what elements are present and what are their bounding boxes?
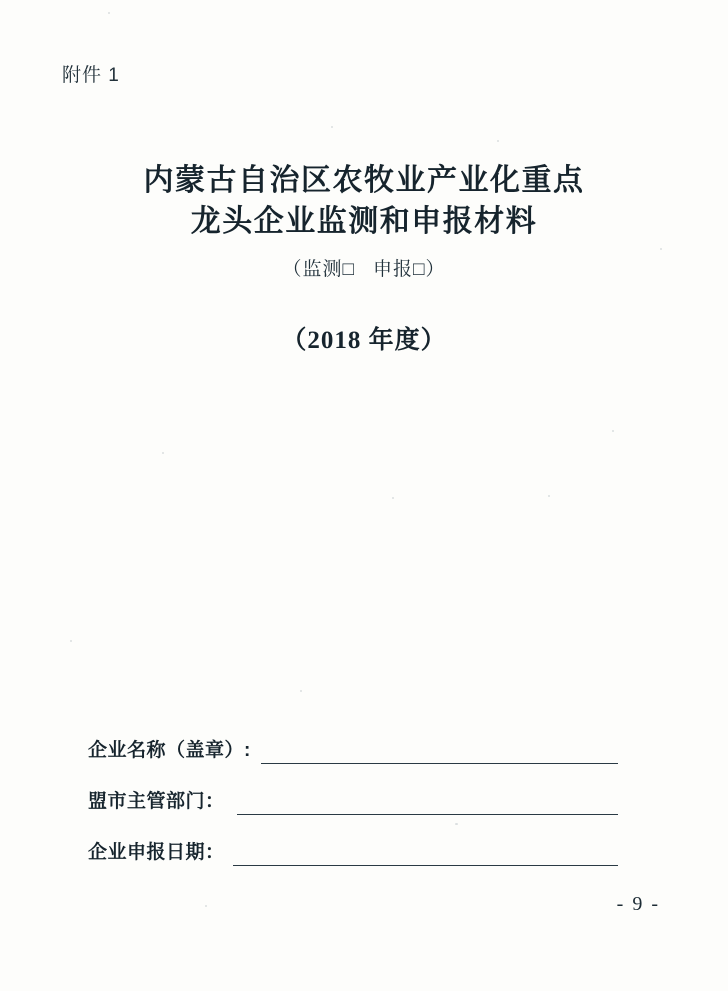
application-date-label: 企业申报日期： [88,842,225,863]
document-subtitle [0,254,728,281]
document-title-line-1: 内蒙古自治区农牧业产业化重点 [143,164,585,197]
field-row-enterprise-name [88,735,618,764]
year-line: （2018 年度） [281,327,447,354]
title-block [0,160,728,281]
document-title-line-2: 龙头企业监测和申报材料 [190,205,538,238]
field-row-application-date [88,837,618,866]
signature-fields [88,735,618,888]
enterprise-name-input-line[interactable] [261,743,618,764]
enterprise-name-label: 企业名称（盖章）: [88,740,251,761]
attachment-label: 附件 1 [62,65,120,86]
application-date-input-line[interactable] [233,845,618,866]
department-input-line[interactable] [237,794,618,815]
department-label: 盟市主管部门： [88,791,225,812]
application-checkbox-label: 申报□） [373,259,446,280]
field-row-department [88,786,618,815]
monitoring-checkbox-label: （监测□ [282,259,355,280]
page-number: - 9 - [616,893,660,915]
